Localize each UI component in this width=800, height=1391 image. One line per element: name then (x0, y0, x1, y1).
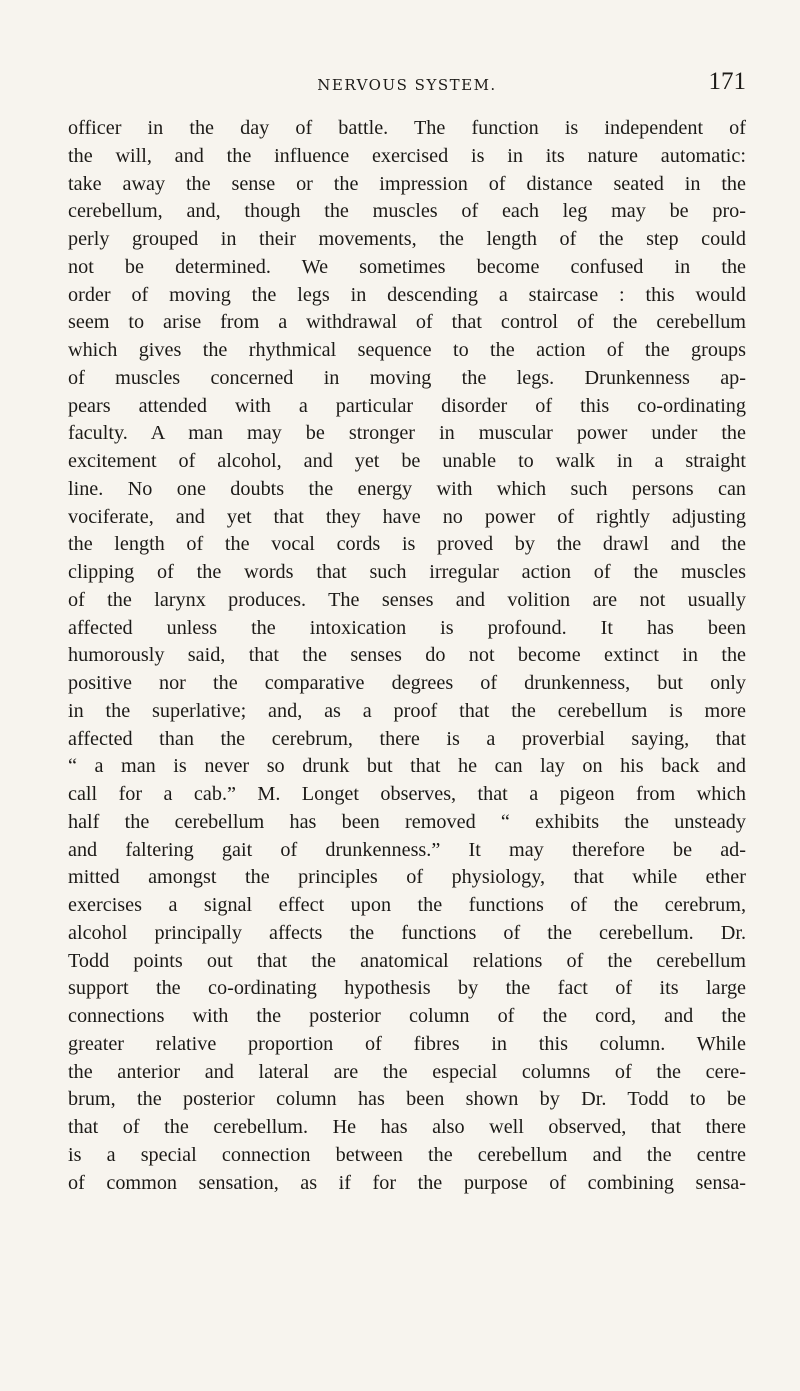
text-line: affected unless the intoxication is profound. It has been (68, 616, 746, 639)
text-line: Todd points out that the anatomical relations of the cerebellum (68, 949, 746, 972)
text-line: connections with the posterior column of the cord, and the (68, 1005, 746, 1027)
text-line: in the superlative; and, as a proof that the cerebellum is more (68, 699, 746, 722)
text-line: officer in the day of battle. The function is independent of (68, 117, 746, 139)
text-line: clipping of the words that such irregular action of the muscles (68, 561, 746, 583)
text-line: not be determined. We sometimes become confused in the (68, 255, 746, 278)
text-line: and faltering gait of drunkenness.” It may therefore be ad- (68, 838, 746, 861)
text-line: line. No one doubts the energy with which such persons can (68, 477, 746, 500)
text-line: mitted amongst the principles of physiology, that while ether (68, 866, 746, 889)
text-line: alcohol principally affects the functions of the cerebellum. Dr. (68, 921, 746, 944)
page-number: 171 (708, 68, 746, 95)
text-line: of muscles concerned in moving the legs. Drunkenness ap- (68, 366, 746, 389)
text-line: seem to arise from a withdrawal of that control of the cerebellum (68, 311, 746, 334)
running-head (68, 66, 746, 96)
text-line: call for a cab.” M. Longet observes, that a pigeon from which (68, 783, 746, 805)
text-line: that of the cerebellum. He has also well observed, that there (68, 1116, 746, 1138)
text-line: positive nor the comparative degrees of drunkenness, but only (68, 672, 746, 694)
running-head-title: NERVOUS SYSTEM. (317, 76, 497, 94)
text-line: greater relative proportion of fibres in this column. While (68, 1032, 746, 1055)
body-text (68, 115, 746, 1197)
text-line: which gives the rhythmical sequence to the action of the groups (68, 339, 746, 361)
text-line: the length of the vocal cords is proved by the drawl and the (68, 533, 746, 556)
text-line: is a special connection between the cerebellum and the centre (68, 1143, 746, 1166)
text-line: “ a man is never so drunk but that he can lay on his back and (68, 755, 746, 778)
text-line: pears attended with a particular disorder of this co-ordinating (68, 394, 746, 417)
text-line: support the co-ordinating hypothesis by the fact of its large (68, 977, 746, 1000)
text-line: vociferate, and yet that they have no power of rightly adjusting (68, 505, 746, 528)
text-line: faculty. A man may be stronger in muscular power under the (68, 422, 746, 445)
text-line: affected than the cerebrum, there is a proverbial saying, that (68, 727, 746, 750)
text-line: the will, and the influence exercised is in its nature automatic: (68, 144, 746, 167)
text-line: the anterior and lateral are the especial columns of the cere- (68, 1060, 746, 1083)
text-line: exercises a signal effect upon the functions of the cerebrum, (68, 894, 746, 916)
text-line: brum, the posterior column has been shown by Dr. Todd to be (68, 1088, 746, 1111)
text-line: cerebellum, and, though the muscles of each leg may be pro- (68, 200, 746, 223)
text-line: take away the sense or the impression of distance seated in the (68, 172, 746, 195)
text-line: half the cerebellum has been removed “ exhibits the unsteady (68, 810, 746, 833)
text-line: of the larynx produces. The senses and volition are not usually (68, 588, 746, 611)
text-line: perly grouped in their movements, the length of the step could (68, 228, 746, 250)
text-line: excitement of alcohol, and yet be unable to walk in a straight (68, 450, 746, 472)
text-line: order of moving the legs in descending a staircase : this would (68, 283, 746, 306)
text-line: humorously said, that the senses do not become extinct in the (68, 644, 746, 667)
text-line: of common sensation, as if for the purpose of combining sensa- (68, 1171, 746, 1194)
